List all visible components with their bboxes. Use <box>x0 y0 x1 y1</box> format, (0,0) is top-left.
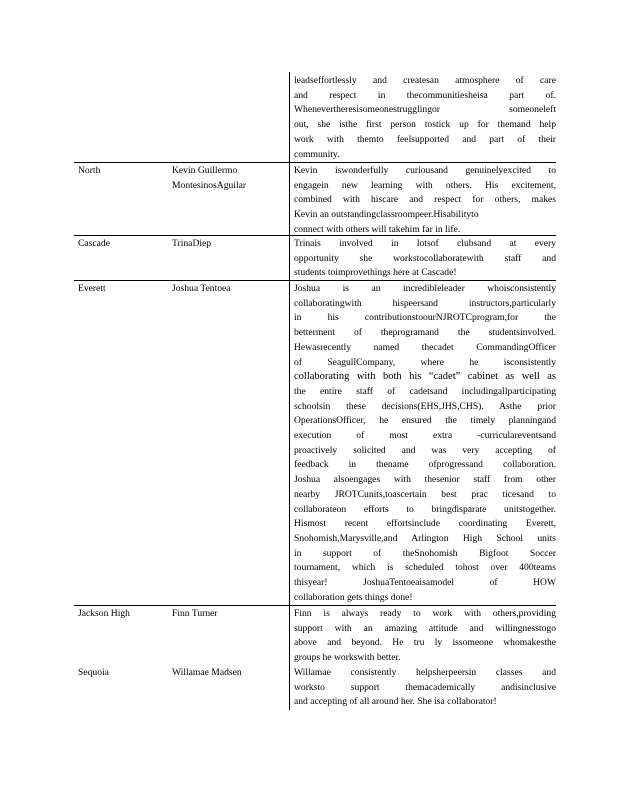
name-line: MontesinosAguilar <box>172 179 247 191</box>
text-line: work with themto feelsupported and part of their <box>294 133 556 145</box>
text-line: Snohomish,Marysville,and Arlington High School units <box>294 532 556 544</box>
text-line: Kevin iswonderfully curiousand genuinelyexcited to <box>294 165 556 176</box>
text-line: combined with hiscare and respect for others, makes <box>294 194 556 206</box>
text-line: groups he workswith better. <box>294 652 401 664</box>
description-cell <box>294 282 556 605</box>
text-line: the entire staff of cadetsand includingallparticipating <box>294 385 556 397</box>
description-cell <box>294 666 556 710</box>
text-line: Joshua alsoengages with thesenior staff from other <box>294 474 556 486</box>
column-divider <box>289 72 290 710</box>
name-line: Finn Turner <box>172 608 218 619</box>
text-line: feedback in thename ofprogressand collaboration. <box>294 459 556 471</box>
text-line: support with an amazing attitude and willingnesstogo <box>294 622 556 634</box>
description-cell <box>294 164 556 238</box>
text-line: of SeagullCompany, where he isconsistently <box>294 356 556 368</box>
text-line: out, she isthe first person tostick up for themand help <box>294 119 556 131</box>
school-cell: North <box>78 165 101 176</box>
text-line: in support of theSnohomish Bigfoot Soccer <box>294 547 556 559</box>
text-line: Hismost recent effortsinclude coordinating Everett, <box>294 518 556 530</box>
description-cell <box>294 237 556 281</box>
text-line: above and beyond. He tru ly issomeone whomakesthe <box>294 637 556 649</box>
text-line: Willamae consistently helpsherpeersin classes and <box>294 667 556 678</box>
text-line: Finn is always ready to work with others,providing <box>294 608 556 619</box>
student-name-cell <box>172 282 284 297</box>
description-cell <box>294 74 556 162</box>
text-line: schoolsin these decisions(EHS,JHS,CHS). Asthe prior <box>294 400 556 412</box>
text-line: and accepting of all around her. She isa collaborator! <box>294 696 497 708</box>
text-line: community. <box>294 148 340 160</box>
text-line: Hewasrecently named thecadet CommandingOfficer <box>294 341 556 353</box>
text-line: engagein new learning with others. His excitement, <box>294 179 556 191</box>
text-line: worksto support themacademically andisinclusive <box>294 681 556 693</box>
text-line: connect with others will takehim far in life. <box>294 223 461 235</box>
text-line: proactively solicited and was very accepting of <box>294 444 556 456</box>
student-name-cell <box>172 666 284 681</box>
text-line: tournament, which is scheduled tohost over 400teams <box>294 562 556 574</box>
name-line: TrinaDiep <box>172 238 212 249</box>
student-name-cell <box>172 237 284 252</box>
text-line: betterment of theprogramand the studentsinvolved. <box>294 327 556 339</box>
student-name-cell <box>172 164 284 193</box>
text-line: in his contributionstoourNJROTCprogram,for the <box>294 312 556 324</box>
student-name-cell <box>172 607 284 622</box>
text-line: opportunity she workstocollaboratewith staff and <box>294 252 556 264</box>
text-line: collaborating with both his “cadet” cabinet as well as <box>294 371 556 383</box>
text-line: collaborateon efforts to bringdisparate unitstogether. <box>294 503 556 515</box>
text-line: OperationsOfficer, he ensured the timely planningand <box>294 415 556 427</box>
school-cell: Sequoia <box>78 667 109 678</box>
text-line: Kevin an outstandingclassroompeer.Hisabilityto <box>294 209 479 221</box>
description-cell <box>294 607 556 666</box>
text-line: leadseffortlessly and createsan atmosphere of care <box>294 75 556 86</box>
text-line: collaboration gets things done! <box>294 591 413 603</box>
school-cell: Cascade <box>78 238 110 249</box>
text-line: and respect in thecommunitiesheisa part of. <box>294 89 556 101</box>
school-cell: Everett <box>78 283 106 294</box>
text-line: Joshua is an incredibleleader whoisconsistently <box>294 283 556 294</box>
name-line: Joshua Tentoea <box>172 283 231 294</box>
text-line: thisyear! JoshuaTentoeaisamodel of HOW <box>294 577 556 589</box>
school-cell: Jackson High <box>78 608 130 619</box>
name-line: Willamae Madsen <box>172 667 242 678</box>
text-line: students toimprovethings here at Cascade! <box>294 267 457 279</box>
text-line: Trinais involved in lotsof clubsand at every <box>294 238 556 249</box>
text-line: Whenevertheresisomeonestrugglingor someoneleft <box>294 104 556 116</box>
name-line: Kevin Guillermo <box>172 165 238 176</box>
text-line: execution of most extra -curriculareventsand <box>294 430 556 442</box>
text-line: collaboratingwith hispeersand instructors,particularly <box>294 297 556 309</box>
text-line: nearby JROTCunits,toascertain best prac ticesand to <box>294 488 556 500</box>
